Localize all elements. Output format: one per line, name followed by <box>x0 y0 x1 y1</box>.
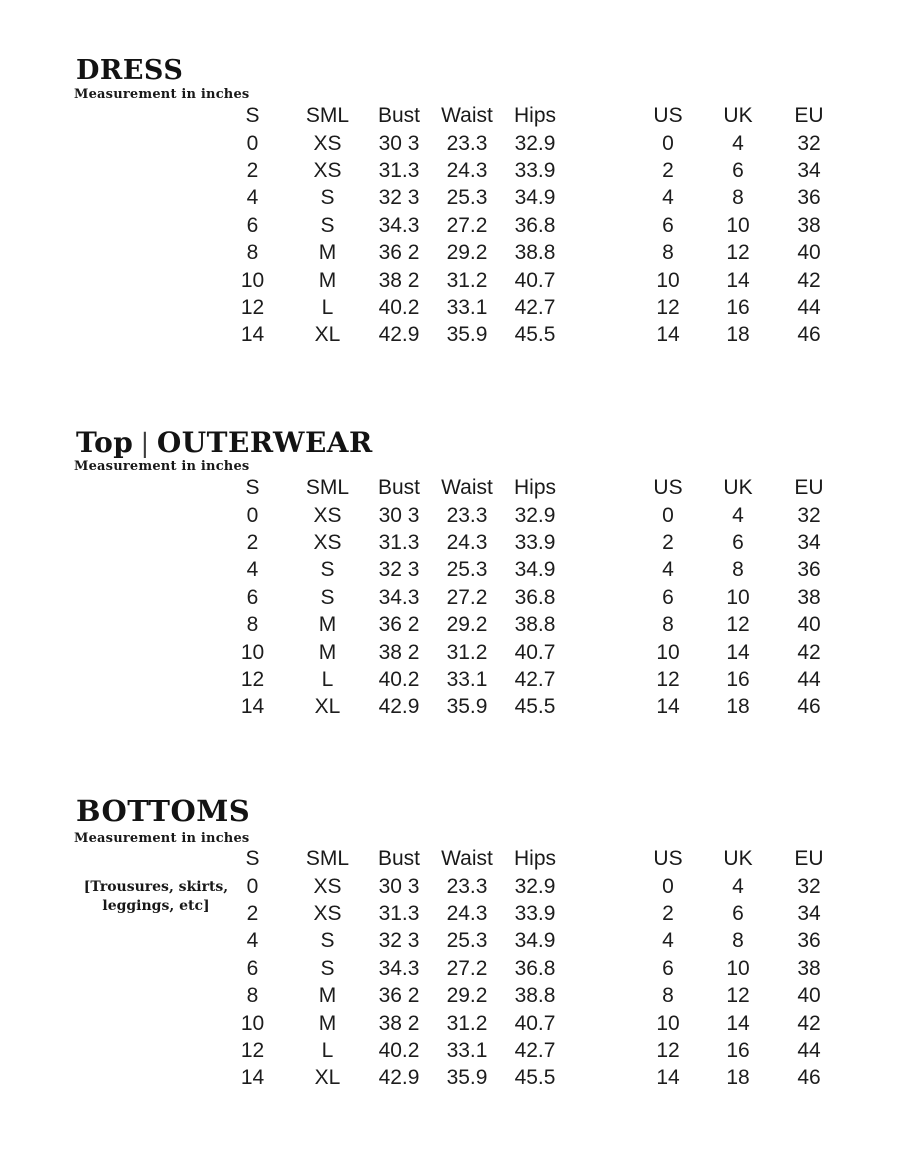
table-cell: 0 <box>246 131 259 155</box>
table-row <box>215 955 846 982</box>
table-cell: 32.9 <box>514 874 556 898</box>
table-cell: 31.2 <box>446 268 488 292</box>
table-cell: 6 <box>732 158 744 182</box>
table-cell: 16 <box>726 295 750 319</box>
table-cell: XL <box>314 323 341 347</box>
title-separator: | <box>140 428 150 459</box>
column-header: Waist <box>441 847 493 871</box>
table-cell: 30 3 <box>378 131 420 155</box>
title-part-top: Top <box>76 426 134 459</box>
table-cell: 35.9 <box>446 1066 488 1090</box>
table-cell: 40.7 <box>514 1011 556 1035</box>
table-cell: 31.2 <box>446 640 488 664</box>
column-header: EU <box>794 476 824 500</box>
section-dress <box>0 55 900 425</box>
table-cell: 12 <box>656 1038 680 1062</box>
table-cell: 31.2 <box>446 1011 488 1035</box>
table-cell: S <box>320 956 335 980</box>
table-cell: 36 <box>797 558 821 582</box>
table-cell: 40.7 <box>514 640 556 664</box>
column-header: SML <box>305 847 350 871</box>
table-cell: 32.9 <box>514 131 556 155</box>
table-cell: 31.3 <box>378 530 420 554</box>
table-cell: 42.7 <box>514 295 556 319</box>
table-cell: 27.2 <box>446 585 488 609</box>
table-cell: 6 <box>662 213 674 237</box>
section-bottoms <box>0 795 900 1165</box>
table-cell: 33.9 <box>514 158 556 182</box>
table-row <box>215 1009 846 1036</box>
table-cell: 8 <box>246 984 259 1008</box>
table-cell: 12 <box>726 984 750 1008</box>
table-cell: 6 <box>662 956 674 980</box>
table-cell: 6 <box>246 213 259 237</box>
table-cell: 0 <box>246 874 259 898</box>
table-cell: 38 <box>797 956 821 980</box>
section-subtitle: Measurement in inches <box>74 831 250 846</box>
table-cell: 10 <box>656 268 680 292</box>
column-header: Bust <box>377 104 421 128</box>
column-header: SML <box>305 104 350 128</box>
table-row <box>215 501 846 528</box>
table-row <box>215 556 846 583</box>
table-header-row <box>215 845 846 872</box>
table-cell: 6 <box>732 901 744 925</box>
table-cell: 2 <box>662 530 674 554</box>
table-cell: 42.9 <box>378 695 420 719</box>
table-cell: 25.3 <box>446 558 488 582</box>
table-cell: XL <box>314 695 341 719</box>
table-cell: 10 <box>726 956 750 980</box>
table-row <box>215 321 846 348</box>
table-cell: 0 <box>662 503 674 527</box>
table-cell: 18 <box>726 1066 750 1090</box>
table-cell: 12 <box>240 667 265 691</box>
table-cell: 8 <box>246 241 259 265</box>
section-title-bottoms: BOTTOMS <box>76 794 251 828</box>
column-header: S <box>245 847 260 871</box>
table-cell: 32 3 <box>378 558 420 582</box>
table-cell: 38.8 <box>514 984 556 1008</box>
table-cell: 46 <box>797 323 821 347</box>
table-cell: 30 3 <box>378 874 420 898</box>
table-cell: 32 <box>797 874 821 898</box>
table-row <box>215 638 846 665</box>
table-cell: 38 <box>797 213 821 237</box>
table-row <box>215 900 846 927</box>
table-cell: 33.9 <box>514 901 556 925</box>
table-cell: 40.2 <box>378 295 420 319</box>
table-row <box>215 529 846 556</box>
table-cell: 42 <box>797 1011 821 1035</box>
table-cell: XS <box>313 131 342 155</box>
table-cell: M <box>318 613 337 637</box>
table-cell: M <box>318 640 337 664</box>
table-cell: 27.2 <box>446 956 488 980</box>
table-cell: 44 <box>797 667 821 691</box>
table-cell: 0 <box>662 131 674 155</box>
table-row <box>215 129 846 156</box>
table-cell: 34.9 <box>514 929 556 953</box>
table-cell: M <box>318 268 337 292</box>
table-cell: 18 <box>726 695 750 719</box>
table-cell: M <box>318 984 337 1008</box>
table-cell: 34 <box>797 530 821 554</box>
table-cell: 8 <box>732 558 744 582</box>
table-cell: 8 <box>732 929 744 953</box>
table-cell: XS <box>313 901 342 925</box>
table-cell: 32 3 <box>378 186 420 210</box>
table-row <box>215 872 846 899</box>
table-row <box>215 927 846 954</box>
table-cell: 14 <box>240 323 265 347</box>
table-cell: S <box>320 558 335 582</box>
table-cell: 36.8 <box>514 213 556 237</box>
column-header: Hips <box>513 476 556 500</box>
table-cell: 23.3 <box>446 503 488 527</box>
table-cell: 8 <box>662 241 674 265</box>
table-header-row <box>215 474 846 501</box>
table-cell: 34 <box>797 158 821 182</box>
table-cell: 10 <box>240 640 265 664</box>
table-cell: 33.1 <box>446 667 488 691</box>
table-cell: 4 <box>732 503 744 527</box>
table-cell: 42 <box>797 268 821 292</box>
column-header: US <box>653 476 683 500</box>
table-cell: 36.8 <box>514 956 556 980</box>
table-cell: 8 <box>246 613 259 637</box>
table-cell: 14 <box>726 268 750 292</box>
column-header: UK <box>723 476 753 500</box>
section-top-outerwear <box>0 427 900 797</box>
column-header: EU <box>794 847 824 871</box>
table-cell: S <box>320 585 335 609</box>
table-cell: 4 <box>662 929 674 953</box>
table-cell: 18 <box>726 323 750 347</box>
table-header-row <box>215 102 846 129</box>
bottoms-note: [Trousures, skirts, leggings, etc] <box>83 879 229 914</box>
table-cell: 2 <box>662 158 674 182</box>
table-cell: 14 <box>656 695 680 719</box>
table-cell: 34.9 <box>514 558 556 582</box>
table-cell: 36 <box>797 929 821 953</box>
section-subtitle: Measurement in inches <box>74 87 250 102</box>
table-cell: 6 <box>246 956 259 980</box>
table-cell: 34.3 <box>378 585 420 609</box>
table-row <box>215 1064 846 1091</box>
table-row <box>215 294 846 321</box>
column-header: EU <box>794 104 824 128</box>
table-cell: S <box>320 186 335 210</box>
table-cell: 36 <box>797 186 821 210</box>
table-cell: 6 <box>662 585 674 609</box>
table-cell: 42.7 <box>514 667 556 691</box>
table-cell: 46 <box>797 695 821 719</box>
table-cell: 24.3 <box>446 158 488 182</box>
table-cell: 2 <box>662 901 674 925</box>
table-row <box>215 184 846 211</box>
table-cell: 38 2 <box>378 1011 420 1035</box>
section-subtitle: Measurement in inches <box>74 459 250 474</box>
table-cell: 2 <box>246 530 259 554</box>
table-cell: 12 <box>726 241 750 265</box>
table-cell: 38 <box>797 585 821 609</box>
table-cell: 32 <box>797 503 821 527</box>
table-cell: 32 3 <box>378 929 420 953</box>
table-cell: 12 <box>240 1038 265 1062</box>
table-row <box>215 693 846 720</box>
table-cell: 6 <box>246 585 259 609</box>
table-cell: XS <box>313 530 342 554</box>
table-cell: 8 <box>662 984 674 1008</box>
column-header: Waist <box>441 476 493 500</box>
table-cell: 38.8 <box>514 613 556 637</box>
table-row <box>215 666 846 693</box>
table-cell: 4 <box>662 558 674 582</box>
table-cell: 36 2 <box>378 241 420 265</box>
table-cell: S <box>320 213 335 237</box>
table-cell: 46 <box>797 1066 821 1090</box>
table-cell: 4 <box>732 131 744 155</box>
table-cell: 10 <box>726 585 750 609</box>
table-cell: 12 <box>656 295 680 319</box>
section-title-dress: DRESS <box>76 55 184 86</box>
table-cell: 35.9 <box>446 695 488 719</box>
table-cell: 31.3 <box>378 901 420 925</box>
table-row <box>215 212 846 239</box>
table-cell: 29.2 <box>446 241 488 265</box>
table-cell: S <box>320 929 335 953</box>
table-cell: 34.9 <box>514 186 556 210</box>
column-header: Bust <box>377 847 421 871</box>
table-cell: 14 <box>726 640 750 664</box>
table-row <box>215 239 846 266</box>
table-cell: 38.8 <box>514 241 556 265</box>
table-cell: 42 <box>797 640 821 664</box>
column-header: Bust <box>377 476 421 500</box>
table-cell: 8 <box>662 613 674 637</box>
table-cell: 12 <box>656 667 680 691</box>
table-cell: 35.9 <box>446 323 488 347</box>
table-cell: 29.2 <box>446 613 488 637</box>
table-cell: 10 <box>240 1011 265 1035</box>
table-cell: 42.7 <box>514 1038 556 1062</box>
table-cell: XS <box>313 158 342 182</box>
table-cell: 33.1 <box>446 295 488 319</box>
table-cell: XS <box>313 503 342 527</box>
table-cell: 0 <box>662 874 674 898</box>
column-header: UK <box>723 104 753 128</box>
column-header: Hips <box>513 104 556 128</box>
table-cell: 24.3 <box>446 901 488 925</box>
table-cell: 6 <box>732 530 744 554</box>
table-cell: 14 <box>656 323 680 347</box>
table-cell: 0 <box>246 503 259 527</box>
table-row <box>215 611 846 638</box>
table-cell: 4 <box>732 874 744 898</box>
table-cell: 4 <box>246 929 259 953</box>
table-cell: M <box>318 241 337 265</box>
column-header: Hips <box>513 847 556 871</box>
table-cell: 42.9 <box>378 1066 420 1090</box>
table-cell: 45.5 <box>514 1066 556 1090</box>
column-header: S <box>245 476 260 500</box>
table-cell: 25.3 <box>446 929 488 953</box>
table-cell: 8 <box>732 186 744 210</box>
table-cell: L <box>321 1038 334 1062</box>
table-cell: 14 <box>726 1011 750 1035</box>
table-cell: 38 2 <box>378 268 420 292</box>
table-cell: 40 <box>797 613 821 637</box>
table-cell: 40.2 <box>378 1038 420 1062</box>
table-cell: 10 <box>656 1011 680 1035</box>
column-header: SML <box>305 476 350 500</box>
table-cell: 29.2 <box>446 984 488 1008</box>
table-cell: 10 <box>240 268 265 292</box>
table-row <box>215 157 846 184</box>
table-cell: L <box>321 667 334 691</box>
table-row <box>215 584 846 611</box>
table-cell: 40 <box>797 984 821 1008</box>
table-cell: 23.3 <box>446 874 488 898</box>
table-cell: 32 <box>797 131 821 155</box>
table-cell: 16 <box>726 667 750 691</box>
table-cell: 10 <box>656 640 680 664</box>
size-table-top-outerwear <box>215 474 846 721</box>
table-cell: XS <box>313 874 342 898</box>
table-cell: 36 2 <box>378 984 420 1008</box>
table-cell: 10 <box>726 213 750 237</box>
table-cell: 23.3 <box>446 131 488 155</box>
size-table-dress <box>215 102 846 349</box>
table-cell: 4 <box>246 558 259 582</box>
table-row <box>215 982 846 1009</box>
column-header: US <box>653 847 683 871</box>
table-cell: 34.3 <box>378 956 420 980</box>
table-cell: 44 <box>797 1038 821 1062</box>
title-part-outerwear: OUTERWEAR <box>156 426 373 459</box>
table-cell: 12 <box>240 295 265 319</box>
section-title-top-outerwear <box>76 426 373 459</box>
table-row <box>215 1037 846 1064</box>
table-cell: 24.3 <box>446 530 488 554</box>
table-cell: 2 <box>246 158 259 182</box>
table-cell: 14 <box>656 1066 680 1090</box>
table-cell: 40.2 <box>378 667 420 691</box>
table-cell: 45.5 <box>514 323 556 347</box>
table-cell: 31.3 <box>378 158 420 182</box>
table-cell: 33.9 <box>514 530 556 554</box>
table-cell: L <box>321 295 334 319</box>
table-cell: 30 3 <box>378 503 420 527</box>
table-cell: 2 <box>246 901 259 925</box>
table-cell: 4 <box>662 186 674 210</box>
table-cell: 25.3 <box>446 186 488 210</box>
table-cell: 16 <box>726 1038 750 1062</box>
table-cell: 40.7 <box>514 268 556 292</box>
table-cell: 34.3 <box>378 213 420 237</box>
table-cell: 14 <box>240 1066 265 1090</box>
column-header: S <box>245 104 260 128</box>
table-cell: 4 <box>246 186 259 210</box>
table-cell: 38 2 <box>378 640 420 664</box>
size-table-bottoms <box>215 845 846 1092</box>
column-header: Waist <box>441 104 493 128</box>
table-cell: 14 <box>240 695 265 719</box>
table-cell: 36 2 <box>378 613 420 637</box>
table-cell: 44 <box>797 295 821 319</box>
table-row <box>215 266 846 293</box>
table-cell: 32.9 <box>514 503 556 527</box>
table-cell: XL <box>314 1066 341 1090</box>
table-cell: 42.9 <box>378 323 420 347</box>
table-cell: 27.2 <box>446 213 488 237</box>
table-cell: 40 <box>797 241 821 265</box>
table-cell: 34 <box>797 901 821 925</box>
table-cell: 33.1 <box>446 1038 488 1062</box>
column-header: US <box>653 104 683 128</box>
table-cell: 45.5 <box>514 695 556 719</box>
table-cell: 36.8 <box>514 585 556 609</box>
table-cell: M <box>318 1011 337 1035</box>
table-cell: 12 <box>726 613 750 637</box>
column-header: UK <box>723 847 753 871</box>
